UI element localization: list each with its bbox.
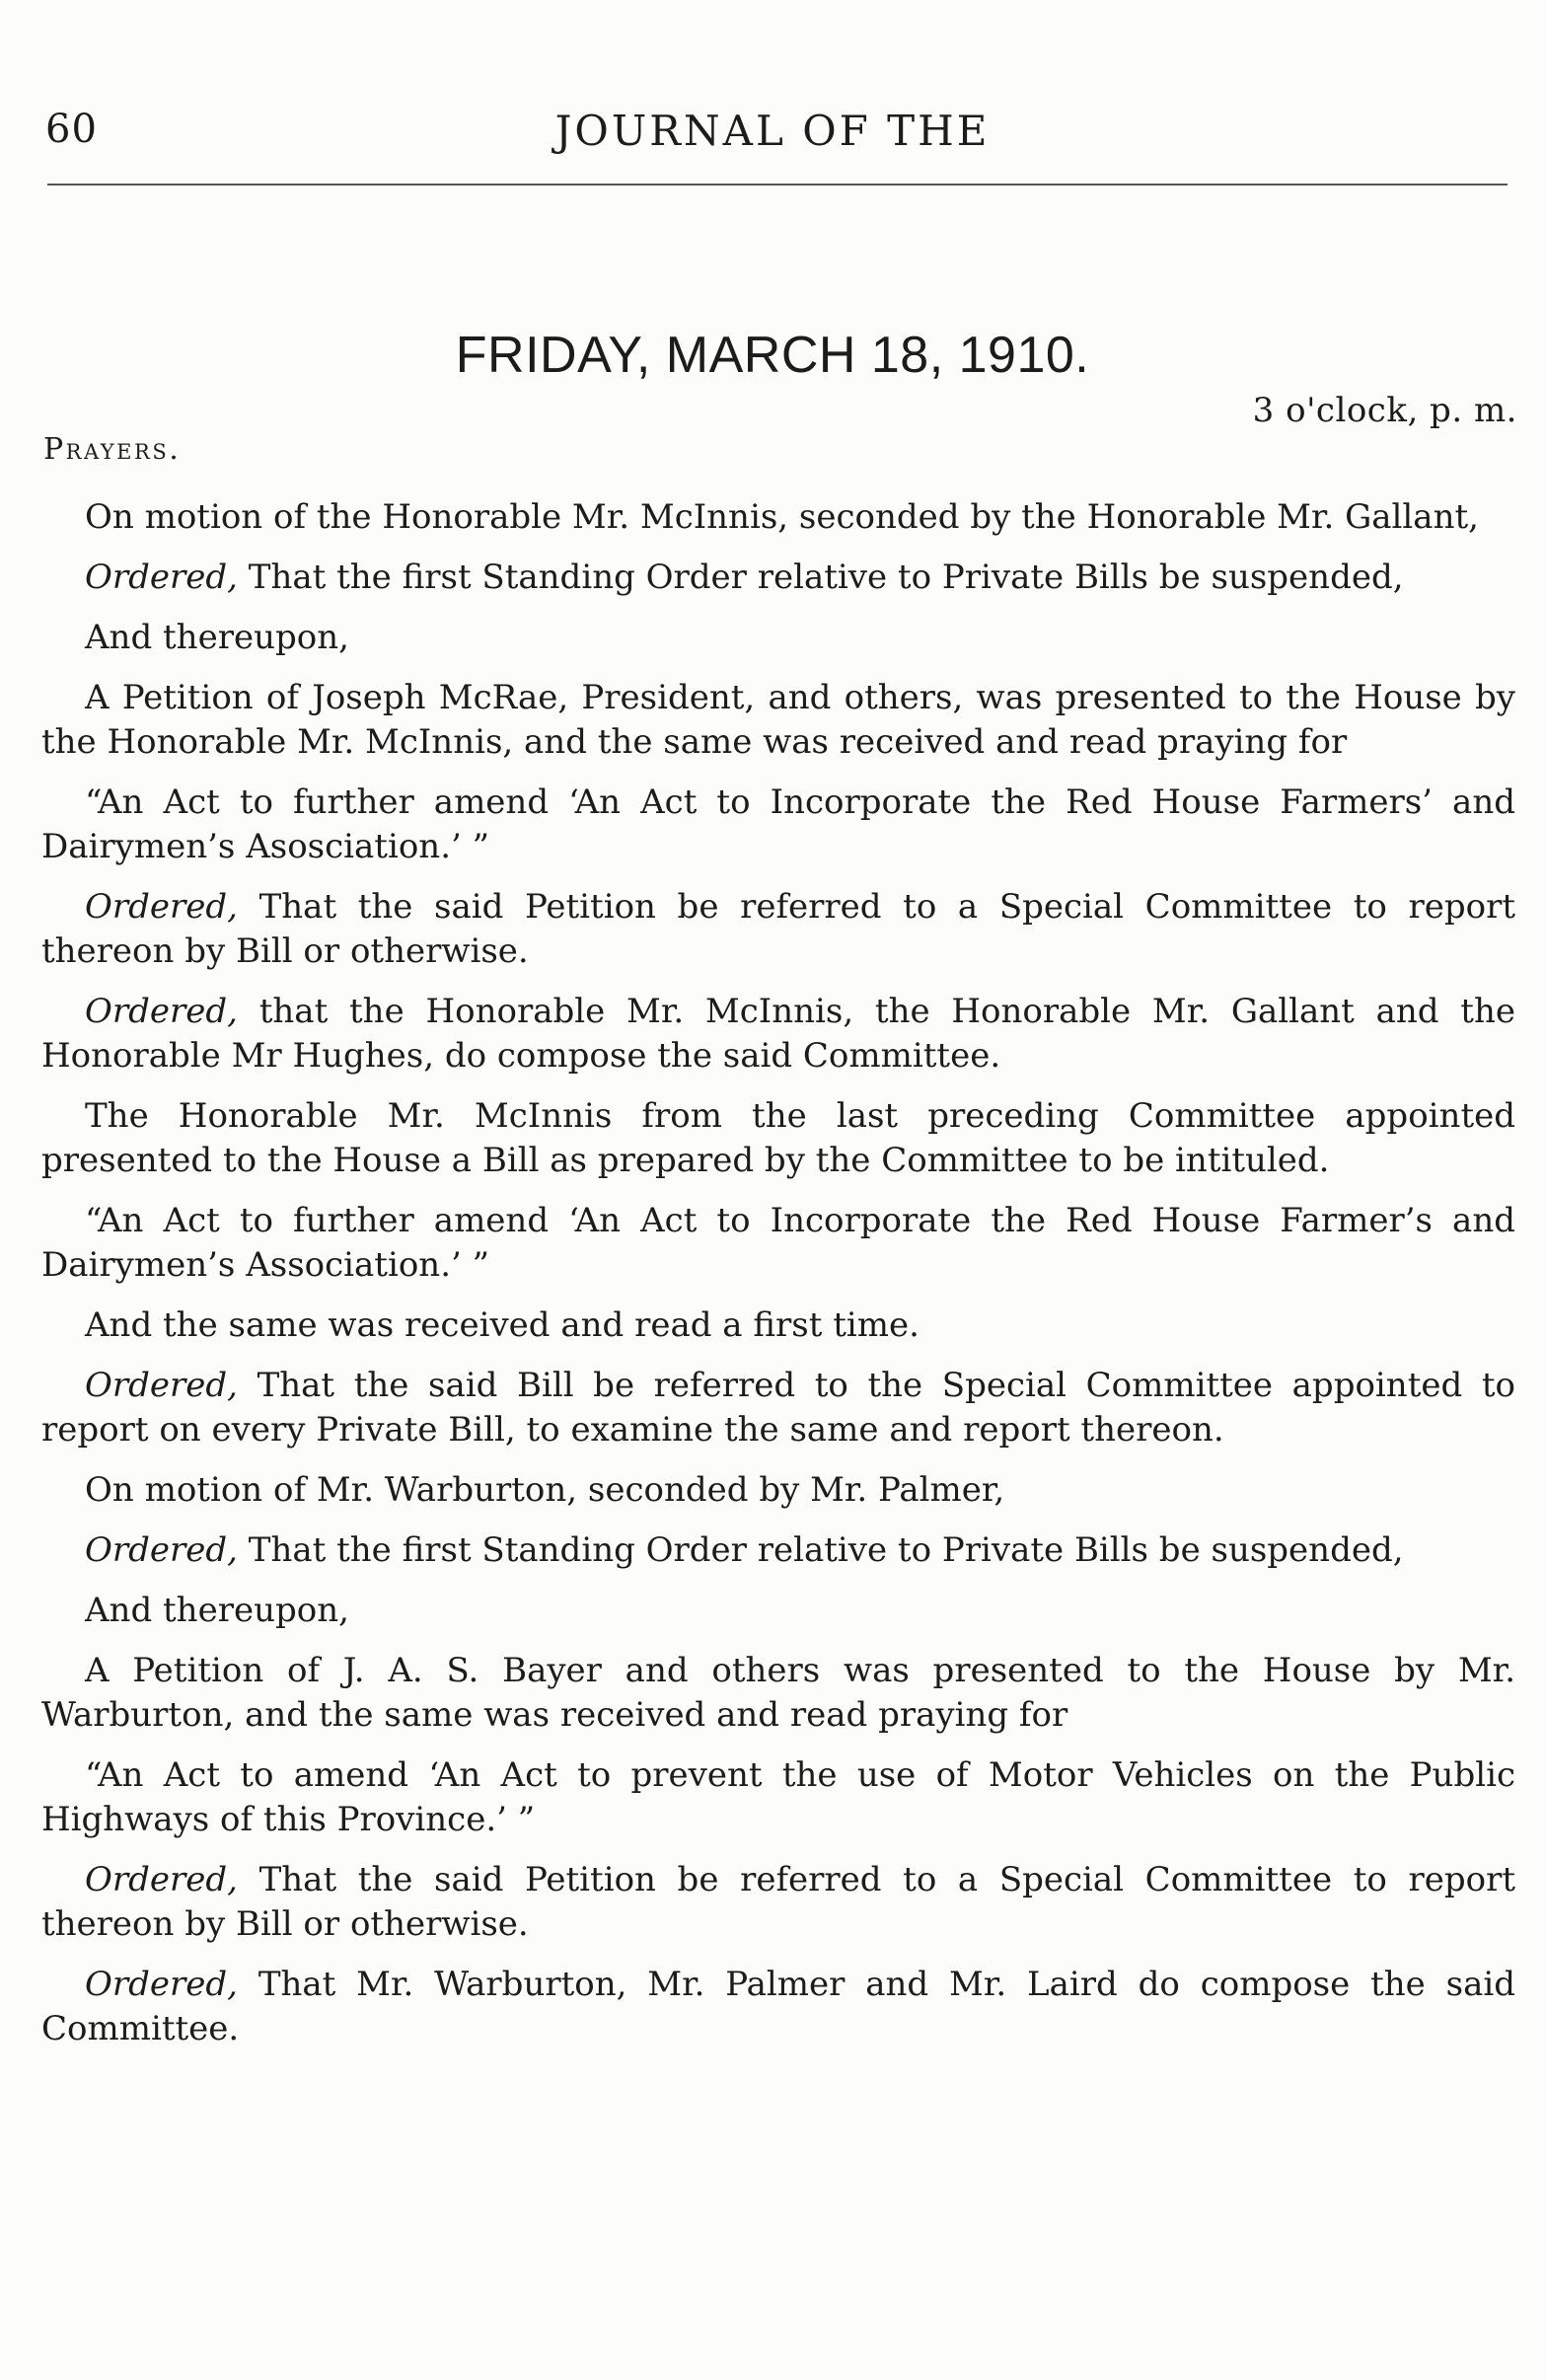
sitting-time: 3 o'clock, p. m. [1252,391,1517,430]
journal-paragraph [41,1094,1515,1183]
paragraph-lead: Ordered, [85,558,238,597]
paragraph-text: On motion of the Honorable Mr. McInnis, seconded by the Honorable Mr. Gallant, [85,497,1479,537]
journal-paragraph [41,616,1515,660]
sitting-date-heading: FRIDAY, MARCH 18, 1910. [455,327,1090,384]
paragraph-lead: Ordered, [85,1965,238,2004]
journal-paragraph [41,1364,1515,1452]
journal-paragraph [41,1468,1515,1513]
paragraph-text: A Petition of Joseph McRae, President, and others, was presented to the House by the Honorable Mr. McInnis, and the same was received and read praying for [41,678,1515,762]
paragraph-text: that the Honorable Mr. McInnis, the Honorable Mr. Gallant and the Honorable Mr Hughes, do compose the said Committee. [41,992,1515,1076]
paragraph-text: And thereupon, [85,618,349,657]
paragraph-text: And thereupon, [85,1591,349,1630]
journal-paragraph [41,556,1515,600]
paragraph-text: “An Act to further amend ‘An Act to Incorporate the Red House Farmers’ and Dairymen’s Asosciation.’ ” [41,782,1515,866]
paragraph-text: That Mr. Warburton, Mr. Palmer and Mr. Laird do compose the said Committee. [41,1965,1515,2048]
journal-paragraph [41,1199,1515,1288]
paragraph-text: That the said Petition be referred to a Special Committee to report thereon by Bill or otherwise. [41,887,1515,971]
journal-paragraph [41,1963,1515,2051]
paragraph-text: On motion of Mr. Warburton, seconded by Mr. Palmer, [85,1470,1005,1510]
paragraph-lead: Ordered, [85,992,238,1031]
journal-paragraph [41,885,1515,974]
prayers-label: Prayers. [43,432,182,467]
paragraph-lead: Ordered, [85,1366,238,1405]
paragraph-text: That the first Standing Order relative to Private Bills be suspended, [237,1530,1404,1570]
paragraph-text: That the said Petition be referred to a Special Committee to report thereon by Bill or otherwise. [41,1860,1515,1944]
paragraph-text: “An Act to amend ‘An Act to prevent the use of Motor Vehicles on the Public Highways of this Province.’ ” [41,1755,1515,1839]
journal-body [41,495,1515,2067]
journal-paragraph [41,1753,1515,1842]
running-head [0,107,1545,158]
paragraph-text: That the first Standing Order relative to Private Bills be suspended, [237,558,1404,597]
header-rule [47,184,1508,186]
paragraph-text: The Honorable Mr. McInnis from the last preceding Committee appointed presented to the House a Bill as prepared by the Committee to be intituled. [41,1096,1515,1180]
journal-paragraph [41,990,1515,1078]
journal-paragraph [41,676,1515,765]
journal-paragraph [41,1649,1515,1738]
paragraph-text: And the same was received and read a first time. [85,1305,920,1345]
paragraph-text: A Petition of J. A. S. Bayer and others was presented to the House by Mr. Warburton, and the same was received and read praying for [41,1651,1515,1735]
paragraph-lead: Ordered, [85,1530,238,1570]
journal-paragraph [41,1589,1515,1633]
journal-paragraph [41,1303,1515,1348]
running-title: JOURNAL OF THE [554,107,991,155]
journal-paragraph [41,1858,1515,1947]
page-number: 60 [45,107,98,152]
journal-paragraph [41,495,1515,540]
paragraph-text: That the said Bill be referred to the Special Committee appointed to report on every Private Bill, to examine the same and report thereon. [41,1366,1515,1450]
journal-paragraph [41,781,1515,869]
paragraph-text: “An Act to further amend ‘An Act to Incorporate the Red House Farmer’s and Dairymen’s Association.’ ” [41,1201,1515,1285]
paragraph-lead: Ordered, [85,1860,238,1899]
paragraph-lead: Ordered, [85,887,238,927]
journal-paragraph [41,1528,1515,1573]
